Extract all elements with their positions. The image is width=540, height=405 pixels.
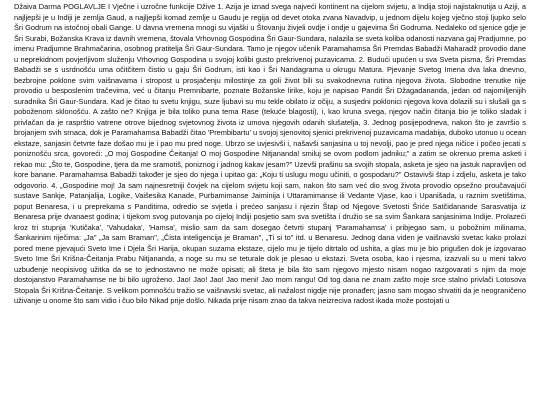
document-body-text: Džaiva Darma POGLAVLJE I Vječne i uzročne funkcije Džive 1. Azija je iznad svega najveći kontinent na cijelom svijetu, a Indija stoji najistaknutija u Aziji, a najljepši je u Indiji je zemlja Gaud, a najljepši komad zemlje u Gaudu je regija od devet otoka zvana Navadvip, u jednom dijelu kojeg vječno stoji ljupko selo Šri Godrum na istočnoj obali Gange. U davna vremena mnogi su vijaški u Štovanju živjeli ovdje i ondje u gajevima Šri Godruma. Nedaleko od sjenice gdje je Šri Surabi, Božanska Krava iz davnih vremena, štovala Vrhovnog Gospodina Šri Gaur-Sundara, nalazila se sveta koliba odanosti nazvana gaj Pradjumne, po imenu Pradjumne Brahmačarina, osobnog pratitelja Šri Gaur-Sundara. Tamo je njegov učenik Paramahamsa Šri Premdas Babadži Maharadž provodio dane u neprekidnom povjerljivom služenju Vrhovnog Gospodina u svojoj kolibi gusto prekrivenoj puzavicama. 2. Budući upućen u sva Sveta pisma, Šri Premdas Babadži se s usrdnošću uma očitčitem čistio u gaju Šri Godrum, isti kao i Šri Nandagrama u okrugu Matura. Pjevanje Svetog Imena dva laka dnevno, bezbrojne poklone svim vaišnavama i stropost u prosjačenju milostinje za goli život bili su svakodnevna rutina njegova života. Slobodne trenutke nije provodio u besposlenim tračevima, već u čitanju Premnibarte, poznate Božanske lirike, koju je napisao Pandit Šri Džagadananda, jedan od najomiljenijih suradnika Šri Gaur-Sundara. Kad je čitao tu svetu knjigu, suze ljubavi su mu tekle obilato iz očiju, a susjedni poklonici njegova kova dolazili su i slušali ga s poboženom sklonošću. A zašto ne? Knjiga je bila toliko puna tema Rase (tekuće blagosti), i, kao kruna svega, njegov način čitanja bio je toliko sladak i privlačan da je rasprštio vatrene otrove bijednog svjetovnog života iz umova njegovih odanih slušatelja, 3. Jednog posijepodneva, nakon što je završio s brojanjem svih srnaca, dok je Paramahamsa Babadži čitao 'Prembibartu' u svojoj sjenovitoj sjenici prekrivenoj puzavicama madabija, duboko utonuo u ocean ekstaze, sanjasin četvrte faze došao mu je i pao mu pred noge. Ubrzo se uvjesivši i, našavši sanjasina u toj nevolji, pao je pred njega ničice i počeo jecati s poniznošću srca, govoreći: „O moj Gospodine Čeitanja! O moj Gospodine Nitjananda! smiluj se ovom podlom jadniku;" a zatim se okrenuo prema asketi i rekao mu: „Što te, Gospodine, tjera da me sramotiš, poniznog i jadnog kakav jesam?" Uzevši prašinu sa svojih stopala, asketa je sjeo na jastuk napravljen od kore banane. Paramahamsa Babadži također je sjeo do njega i upitao ga: „Koju ti uslugu mogu učiniti, o gospodaru?" Ostavivši štap i zdjelu, asketa je tako odgovorio. 4. „Gospodine moj! Ja sam najnesretniji čovjek na cijelom svijetu koji sam, nakon što sam već dio svog života provodio opsežno proučavajući sustave Sankje, Patanjalija, Logike, Vaišesika Kanade, Purbamimanse Jaiminija i Uttaramimanse ili Vedante Vjase, kao i Upanišada, u raznim svetištima, poput Benaresa, i u preprekama s Panditima, odredio se svjetla i prećeo sanjasu i njezin Štap od Njegove Svetosti Šriće Satčidanande Sarasvatija iz Benaresa prije dvanaest godina; i tijekom svog putovanja po cijeloj Indiji posjetio sam sva svetišta i družio se sa svim Šankara sanjasinima Indije. Prolazeći kroz tri stupnja 'Kutičaka', 'Vahudaka', 'Hamsa', mislio sam da sam dosegao četvrti stupanj 'Paramahamsa' i pribjegao sam, u pobožnim milinama, Šankarinim riječima: „Ja" „Ja sam Braman", „Čista inteligencija je Braman", „Ti si to" itd. u Benaresu. Jednog dana viden je vaišnavski svetac kako prolazi pored mene pjevajući Sveto Ime i Djela Šri Harija, okupan suzama ekstaze, cijelo mu je tijelo ditrtalo od ushita, a glas mu je bio prigušen dok je izgovarao Sveto Ime Šri Krišna-Čeitanja Prabu Nitjananda, a noge su mu se teturale dok je plesao u ekstazi. Sveta osoba, kao i njesma, izazvali su u meni takvo uzbuđenje neopisivog užitka da se to jednostavno ne može opisati; ali šteta je bila što sam njegovo mjesto nisam nogao razgovarati s njim da moje dostojanstvo Paramahamse ne bi bilo ugroženo. Jao! Jao! Jao! Jao meni! Jao mom rangu! Od tog dana ne znam zašto moje srce stalno privlači Lotosova Stopala Šri Krišna-Čeitanje. S velikom pomnošću tražio se vaišnavski svetac, ali nažalost nigdje nije pronađen; jasno sam mogao shvatiti da je neograničeno uživanje u onome što sam vidio i čuo bilo Nikad prije došlo. Nikada prije nisam znao da takva neizreciva radost ikada može postojati u [14,2,526,305]
